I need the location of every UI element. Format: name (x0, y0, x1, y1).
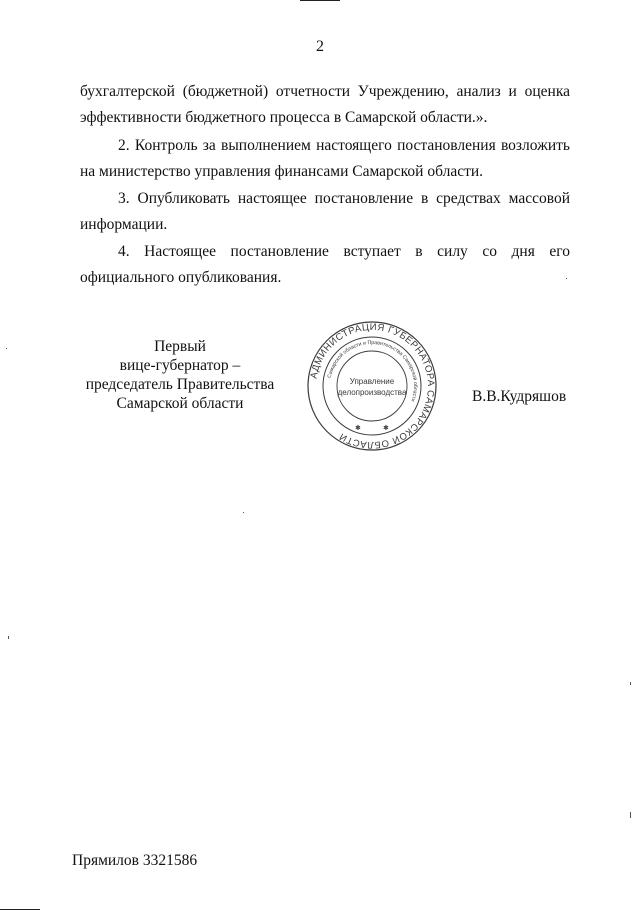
paragraph-3 (80, 186, 570, 238)
scan-speck (630, 812, 631, 818)
paragraph-1 (80, 79, 570, 131)
paragraph-4 (80, 239, 570, 291)
paragraph-1-line-2: эффективности бюджетного процесса в Самарской области.». (80, 109, 488, 126)
bottom-edge-mark (0, 909, 40, 910)
scan-speck (630, 682, 631, 685)
paragraph-2-line-1: 2. Контроль за выполнением настоящего постановления возложить (118, 137, 570, 154)
signer-title (70, 337, 290, 413)
stamp-star-icon: ✱ (383, 424, 389, 432)
scan-speck (8, 636, 9, 639)
stamp-inner-text: Самарской области и Правительства Самарской области (326, 339, 419, 403)
stamp-middle-ring (323, 337, 421, 435)
paragraph-2-line-2: на министерство управления финансами Самарской области. (80, 163, 484, 180)
signer-title-line-2: вице-губернатор – (119, 357, 241, 374)
scan-speck (566, 278, 567, 279)
stamp-inner-ring (337, 351, 407, 421)
paragraph-4-line-2: официального опубликования. (80, 269, 282, 286)
signer-title-line-4: Самарской области (116, 395, 244, 412)
official-seal-stamp (306, 320, 438, 452)
footer-note: Прямилов 3321586 (72, 852, 198, 869)
stamp-center-line-2: делопроизводства (337, 388, 407, 397)
paragraph-3-line-2: информации. (80, 216, 168, 233)
scan-speck (243, 512, 244, 513)
top-edge-mark (300, 0, 340, 1)
page-number: 2 (316, 38, 324, 55)
stamp-star-icon: ✱ (355, 424, 361, 432)
paragraph-4-line-1: 4. Настоящее постановление вступает в силу со дня его (118, 243, 570, 260)
stamp-center-line-1: Управление (349, 377, 395, 386)
signer-name: В.В.Кудряшов (472, 388, 567, 405)
paragraph-3-line-1: 3. Опубликовать настоящее постановление в средствах массовой (118, 190, 570, 207)
stamp-outer-text: АДМИНИСТРАЦИЯ ГУБЕРНАТОРА САМАРСКОЙ ОБЛАСТИ (308, 321, 437, 451)
scan-speck (6, 348, 7, 349)
paragraph-1-line-1: бухгалтерской (бюджетной) отчетности Учреждению, анализ и оценка (80, 83, 570, 100)
signer-title-line-1: Первый (154, 338, 206, 355)
paragraph-2 (80, 133, 570, 185)
signer-title-line-3: председатель Правительства (85, 376, 275, 393)
